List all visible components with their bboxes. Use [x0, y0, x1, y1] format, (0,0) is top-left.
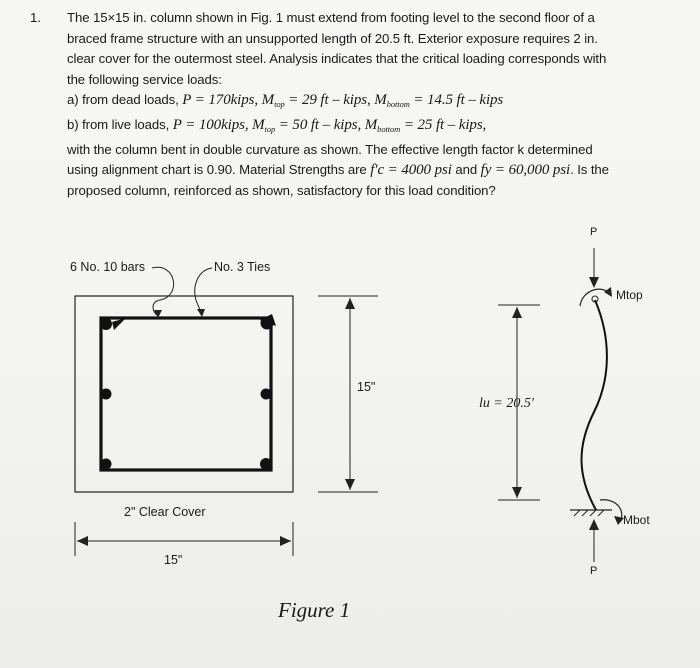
- p-bot-arrow-head: [589, 519, 599, 530]
- ties-leader: [195, 268, 212, 314]
- width-arrow-right: [280, 536, 291, 546]
- dead-load-prefix: a) from dead loads,: [67, 92, 183, 108]
- tie-hook-left: [112, 318, 126, 330]
- problem-question: proposed column, reinforced as shown, satisfactory for this load condition?: [67, 182, 496, 198]
- rebar-top-left: [100, 318, 112, 330]
- section-height-label: 15": [357, 380, 376, 394]
- width-arrow-left: [77, 536, 88, 546]
- support-hatch-2: [582, 510, 588, 516]
- rebar-bottom-left: [101, 459, 112, 470]
- tie-outline: [101, 318, 271, 470]
- height-arrow-bottom: [345, 479, 355, 490]
- rebar-mid-right: [261, 389, 272, 400]
- dead-load-mbot-sub: bottom: [386, 99, 410, 110]
- support-hatch-1: [574, 510, 580, 516]
- dead-load-mtop-sub: top: [274, 99, 285, 110]
- bars-leader: [152, 267, 174, 316]
- section-width-label: 15": [164, 553, 183, 567]
- ties-leader-arrow: [197, 309, 205, 317]
- dead-load-mbot: = 14.5 ft – kips: [409, 92, 504, 109]
- fc-value: f′c = 4000 psi: [370, 162, 452, 179]
- clear-cover-label: 2" Clear Cover: [124, 505, 206, 519]
- problem-line-3: clear cover for the outermost steel. Analysis indicates that the critical loading corresponds with: [67, 51, 607, 67]
- live-load-prefix: b) from live loads,: [67, 116, 173, 132]
- p-top-label: P: [590, 226, 598, 238]
- lu-arrow-bottom: [512, 487, 522, 498]
- support-hatch-4: [598, 510, 604, 516]
- rebar-mid-left: [101, 389, 112, 400]
- k-factor-line: with the column bent in double curvature as shown. The effective length factor k determined: [67, 141, 593, 157]
- material-prefix: using alignment chart is 0.90. Material Strengths are: [67, 162, 371, 178]
- live-load-mtop-sub: top: [264, 123, 276, 134]
- deflected-column: [582, 300, 607, 510]
- ties-label: No. 3 Ties: [214, 260, 271, 274]
- height-arrow-top: [345, 298, 355, 309]
- m-top-label: Mtop: [616, 288, 643, 302]
- live-load-mtop: = 50 ft – kips, M: [275, 116, 378, 133]
- rebar-bottom-right: [260, 458, 272, 470]
- live-load-p: P = 100kips, M: [172, 116, 265, 133]
- lu-label: lu = 20.5′: [479, 396, 534, 411]
- dead-load-mtop: = 29 ft – kips, M: [284, 92, 387, 109]
- lu-arrow-top: [512, 307, 522, 318]
- live-load-mbot: = 25 ft – kips,: [400, 116, 487, 133]
- m-bot-label: Mbot: [623, 513, 650, 527]
- support-hatch-3: [590, 510, 596, 516]
- problem-number: 1.: [30, 10, 41, 25]
- problem-line-2: braced frame structure with an unsupported length of 20.5 ft. Exterior exposure requires 2 in.: [67, 30, 598, 46]
- problem-line-4: the following service loads:: [67, 71, 222, 87]
- m-top-moment-arrow: [604, 287, 612, 297]
- p-top-arrow-head: [589, 277, 599, 288]
- material-and: and: [451, 162, 481, 178]
- problem-line-1: The 15×15 in. column shown in Fig. 1 must extend from footing level to the second floor of a: [67, 10, 595, 25]
- material-suffix: . Is the: [570, 162, 609, 178]
- dead-load-p: P = 170kips, M: [182, 92, 275, 109]
- figure-title: Figure 1: [278, 598, 351, 622]
- p-bot-label: P: [590, 565, 598, 577]
- fy-value: fy = 60,000 psi: [480, 162, 571, 179]
- live-load-mbot-sub: bottom: [377, 123, 401, 134]
- bars-label: 6 No. 10 bars: [70, 260, 146, 274]
